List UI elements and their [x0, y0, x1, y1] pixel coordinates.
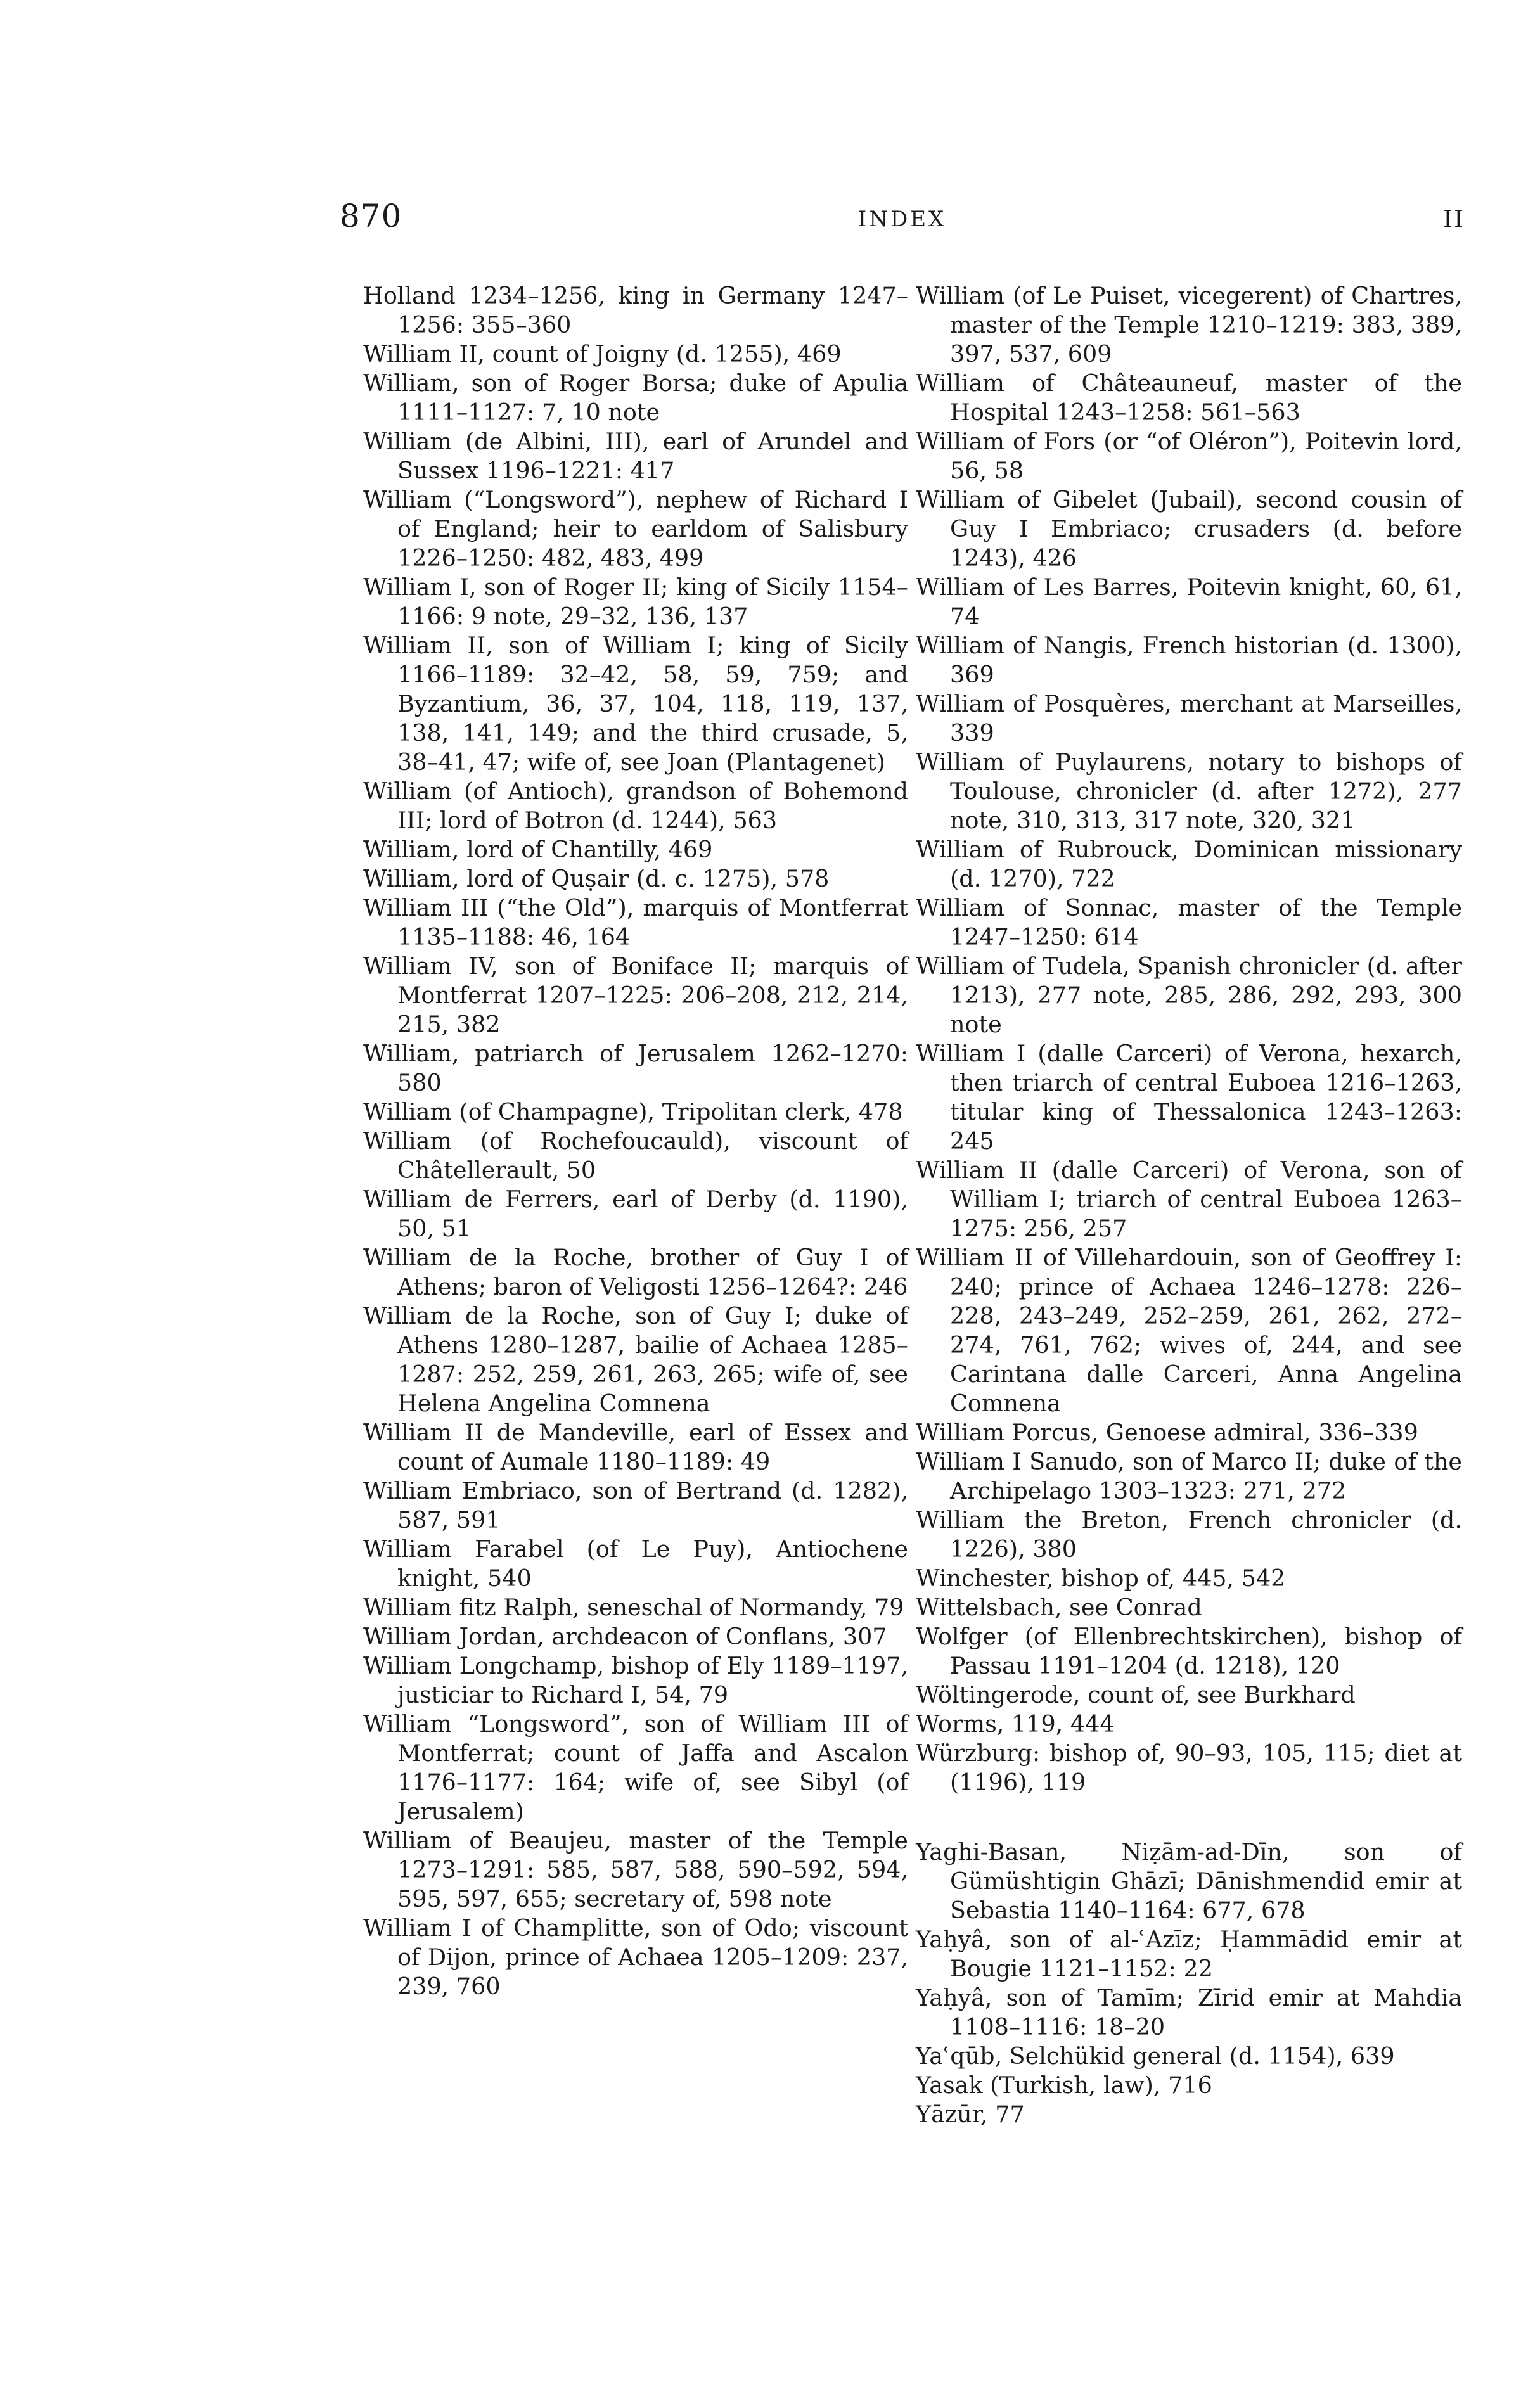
- index-entry: Yāzūr, 77: [916, 2101, 1025, 2128]
- index-entry: William of Fors (or “of Oléron”), Poitevin lord, 56, 58: [916, 428, 1462, 484]
- index-column-right: [916, 281, 1462, 2129]
- index-entry: Wöltingerode, count of, see Burkhard: [916, 1681, 1356, 1708]
- index-entry: William the Breton, French chronicler (d. 1226), 380: [916, 1506, 1462, 1563]
- index-entry: William I of Champlitte, son of Odo; viscount of Dijon, prince of Achaea 1205–1209: 237, 239, 760: [363, 1914, 908, 2000]
- index-entry: Würzburg: bishop of, 90–93, 105, 115; diet at (1196), 119: [916, 1739, 1462, 1796]
- index-entry: William II of Villehardouin, son of Geoffrey I: 240; prince of Achaea 1246–1278: 226–228, 243–249, 252–259, 261, 262, 272–274, 761, 762; wives of, 244, and see Carintana dalle Carceri, Anna Angelina Comnena: [916, 1244, 1462, 1417]
- index-entry: William I Sanudo, son of Marco II; duke of the Archipelago 1303–1323: 271, 272: [916, 1448, 1462, 1504]
- index-entry: William Farabel (of Le Puy), Antiochene knight, 540: [363, 1535, 908, 1592]
- index-entry: William of Gibelet (Jubail), second cousin of Guy I Embriaco; crusaders (d. before 1243), 426: [916, 486, 1462, 572]
- volume-number: II: [1442, 205, 1465, 233]
- index-entry: William, son of Roger Borsa; duke of Apulia 1111–1127: 7, 10 note: [363, 369, 908, 426]
- index-entry: William (“Longsword”), nephew of Richard I of England; heir to earldom of Salisbury 1226–1250: 482, 483, 499: [363, 486, 908, 572]
- index-entry: William de Ferrers, earl of Derby (d. 1190), 50, 51: [363, 1186, 908, 1242]
- index-entry: William Porcus, Genoese admiral, 336–339: [916, 1419, 1418, 1446]
- index-entry: William II (dalle Carceri) of Verona, son of William I; triarch of central Euboea 1263–1275: 256, 257: [916, 1156, 1462, 1242]
- index-entry: William of Rubrouck, Dominican missionary (d. 1270), 722: [916, 836, 1462, 892]
- index-entry: William IV, son of Boniface II; marquis of Montferrat 1207–1225: 206–208, 212, 214, 215, 382: [363, 952, 908, 1038]
- index-entry: William I, son of Roger II; king of Sicily 1154–1166: 9 note, 29–32, 136, 137: [363, 573, 908, 630]
- index-entry: William III (“the Old”), marquis of Montferrat 1135–1188: 46, 164: [363, 894, 908, 951]
- index-entry: William Longchamp, bishop of Ely 1189–1197, justiciar to Richard I, 54, 79: [363, 1652, 908, 1708]
- index-entry: Wolfger (of Ellenbrechtskirchen), bishop of Passau 1191–1204 (d. 1218), 120: [916, 1623, 1462, 1679]
- index-entry: William of Les Barres, Poitevin knight, 60, 61, 74: [916, 573, 1462, 630]
- index-entry: Yaghi-Basan, Niẓām-ad-Dīn, son of Gümüshtigin Ghāzī; Dānishmendid emir at Sebastia 1140–1164: 677, 678: [916, 1838, 1462, 1924]
- index-entry: William, lord of Quṣair (d. c. 1275), 578: [363, 865, 830, 892]
- index-entry: Yaḥyâ, son of Tamīm; Zīrid emir at Mahdia 1108–1116: 18–20: [916, 1984, 1462, 2040]
- index-entry: William of Sonnac, master of the Temple 1247–1250: 614: [916, 894, 1462, 951]
- index-entry: William (of Rochefoucauld), viscount of Châtellerault, 50: [363, 1127, 908, 1184]
- index-entry: William, lord of Chantilly, 469: [363, 836, 713, 863]
- index-entry: William II, count of Joigny (d. 1255), 469: [363, 340, 842, 368]
- index-entry: Yasak (Turkish, law), 716: [916, 2072, 1212, 2099]
- index-entry: William of Posquères, merchant at Marseilles, 339: [916, 690, 1462, 746]
- index-entry: William de la Roche, son of Guy I; duke of Athens 1280–1287, bailie of Achaea 1285–1287: 252, 259, 261, 263, 265; wife of, see Helena Angelina Comnena: [363, 1302, 908, 1417]
- index-entry: William of Châteauneuf, master of the Hospital 1243–1258: 561–563: [916, 369, 1462, 426]
- index-entry: William “Longsword”, son of William III of Montferrat; count of Jaffa and Ascalon 1176–1177: 164; wife of, see Sibyl (of Jerusalem): [363, 1710, 908, 1825]
- index-entry: William, patriarch of Jerusalem 1262–1270: 580: [363, 1040, 908, 1096]
- index-entry: Yaʿqūb, Selchükid general (d. 1154), 639: [916, 2042, 1395, 2070]
- index-entry: William of Puylaurens, notary to bishops of Toulouse, chronicler (d. after 1272), 277 note, 310, 313, 317 note, 320, 321: [916, 748, 1462, 834]
- index-entry: William I (dalle Carceri) of Verona, hexarch, then triarch of central Euboea 1216–1263, titular king of Thessalonica 1243–1263: 245: [916, 1040, 1462, 1155]
- index-column-left: [363, 281, 908, 2001]
- index-entry: William of Beaujeu, master of the Temple 1273–1291: 585, 587, 588, 590–592, 594, 595, 597, 655; secretary of, 598 note: [363, 1827, 908, 1912]
- index-entry: William of Tudela, Spanish chronicler (d. after 1213), 277 note, 285, 286, 292, 293, 300 note: [916, 952, 1462, 1038]
- index-entry: William II de Mandeville, earl of Essex and count of Aumale 1180–1189: 49: [363, 1419, 908, 1475]
- index-entry: William de la Roche, brother of Guy I of Athens; baron of Veligosti 1256–1264?: 246: [363, 1244, 908, 1300]
- page-number: 870: [340, 198, 402, 234]
- index-entry: William (of Le Puiset, vicegerent) of Chartres, master of the Temple 1210–1219: 383, 389, 397, 537, 609: [916, 282, 1462, 368]
- index-entry: William (of Antioch), grandson of Bohemond III; lord of Botron (d. 1244), 563: [363, 778, 908, 834]
- index-entry: William (of Champagne), Tripolitan clerk, 478: [363, 1098, 903, 1125]
- index-entry: Worms, 119, 444: [916, 1710, 1115, 1738]
- index-entry: William (de Albini, III), earl of Arundel and Sussex 1196–1221: 417: [363, 428, 908, 484]
- index-entry: Winchester, bishop of, 445, 542: [916, 1565, 1286, 1592]
- index-entry: William Embriaco, son of Bertrand (d. 1282), 587, 591: [363, 1477, 908, 1534]
- index-entry: William II, son of William I; king of Sicily 1166–1189: 32–42, 58, 59, 759; and Byzantium, 36, 37, 104, 118, 119, 137, 138, 141, 149; and the third crusade, 5, 38–41, 47; wife of, see Joan (Plantagenet): [363, 632, 908, 776]
- letter-section-gap: [916, 1797, 1462, 1838]
- index-entry: Yaḥyâ, son of al-ʿAzīz; Ḥammādid emir at Bougie 1121–1152: 22: [916, 1926, 1462, 1982]
- index-entry: Wittelsbach, see Conrad: [916, 1594, 1202, 1621]
- running-head: INDEX: [857, 207, 947, 232]
- index-entry: William of Nangis, French historian (d. 1300), 369: [916, 632, 1462, 688]
- index-entry: Holland 1234–1256, king in Germany 1247–1256: 355–360: [363, 282, 908, 338]
- index-entry: William fitz Ralph, seneschal of Normandy, 79: [363, 1594, 904, 1621]
- page-header: [340, 198, 1465, 240]
- index-entry: William Jordan, archdeacon of Conflans, 307: [363, 1623, 887, 1650]
